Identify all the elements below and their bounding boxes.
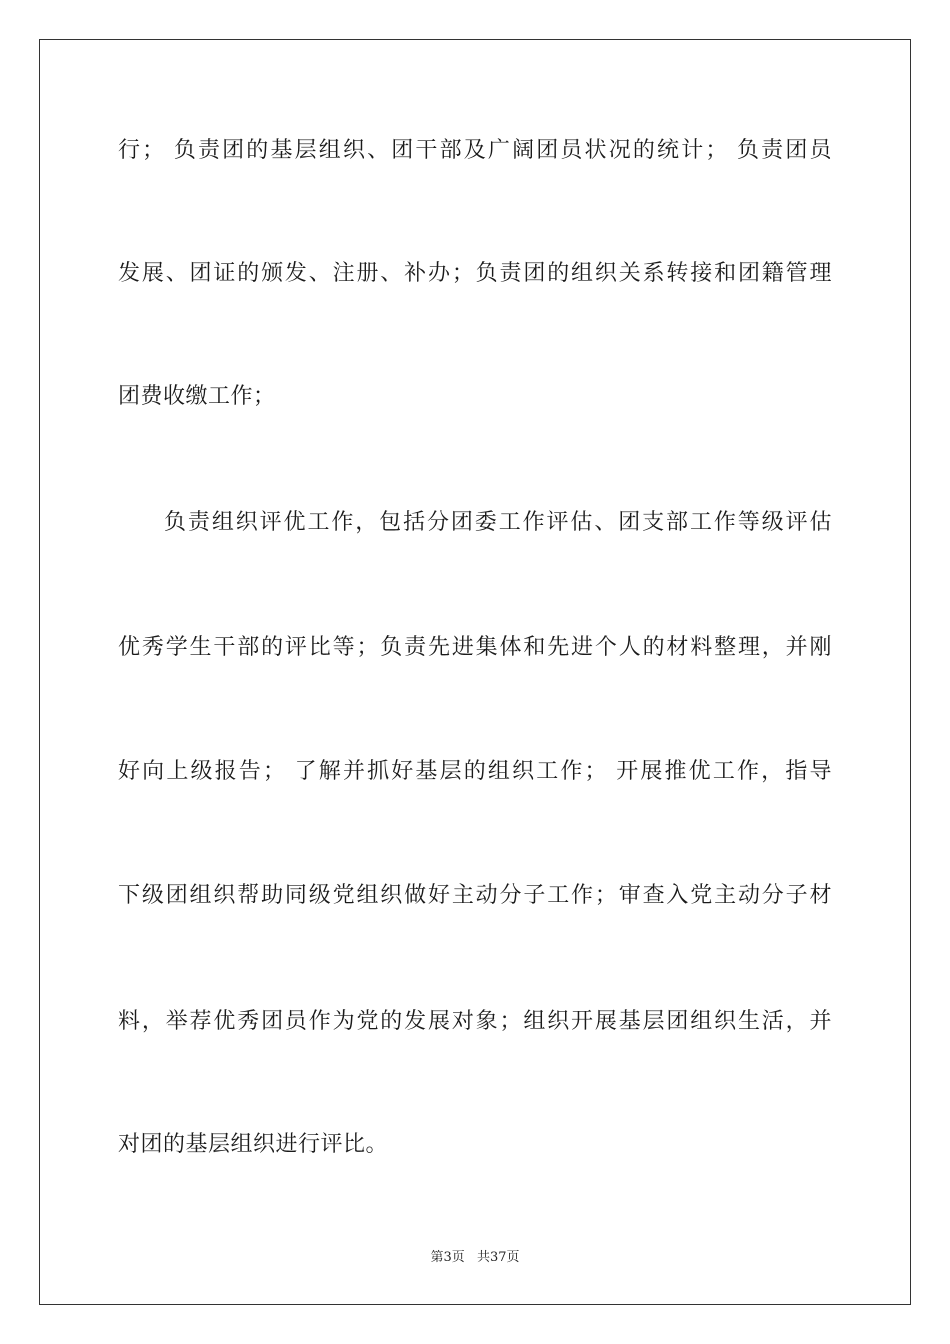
text-line-3: 团费收缴工作； [118,384,276,409]
text-line-7: 下级团组织帮助同级党组织做好主动分子工作；审查入党主动分子材 [118,883,832,908]
page-footer [0,1246,950,1265]
page-border [39,39,911,1305]
text-line-1: 行； 负责团的基层组织、团干部及广阔团员状况的统计； 负责团员 [118,138,832,163]
page-number-current: 第3页 [430,1250,465,1265]
text-line-5: 优秀学生干部的评比等；负责先进集体和先进个人的材料整理，并刚 [118,635,832,660]
text-line-4: 负责组织评优工作，包括分团委工作评估、团支部工作等级评估 [164,510,832,535]
text-line-9: 对团的基层组织进行评比。 [118,1132,389,1157]
page-number-total: 共37页 [476,1250,520,1265]
text-line-2: 发展、团证的颁发、注册、补办；负责团的组织关系转接和团籍管理 [118,261,832,286]
text-line-8: 料，举荐优秀团员作为党的发展对象；组织开展基层团组织生活，并 [118,1009,832,1034]
text-line-6: 好向上级报告； 了解并抓好基层的组织工作； 开展推优工作，指导 [118,759,832,784]
